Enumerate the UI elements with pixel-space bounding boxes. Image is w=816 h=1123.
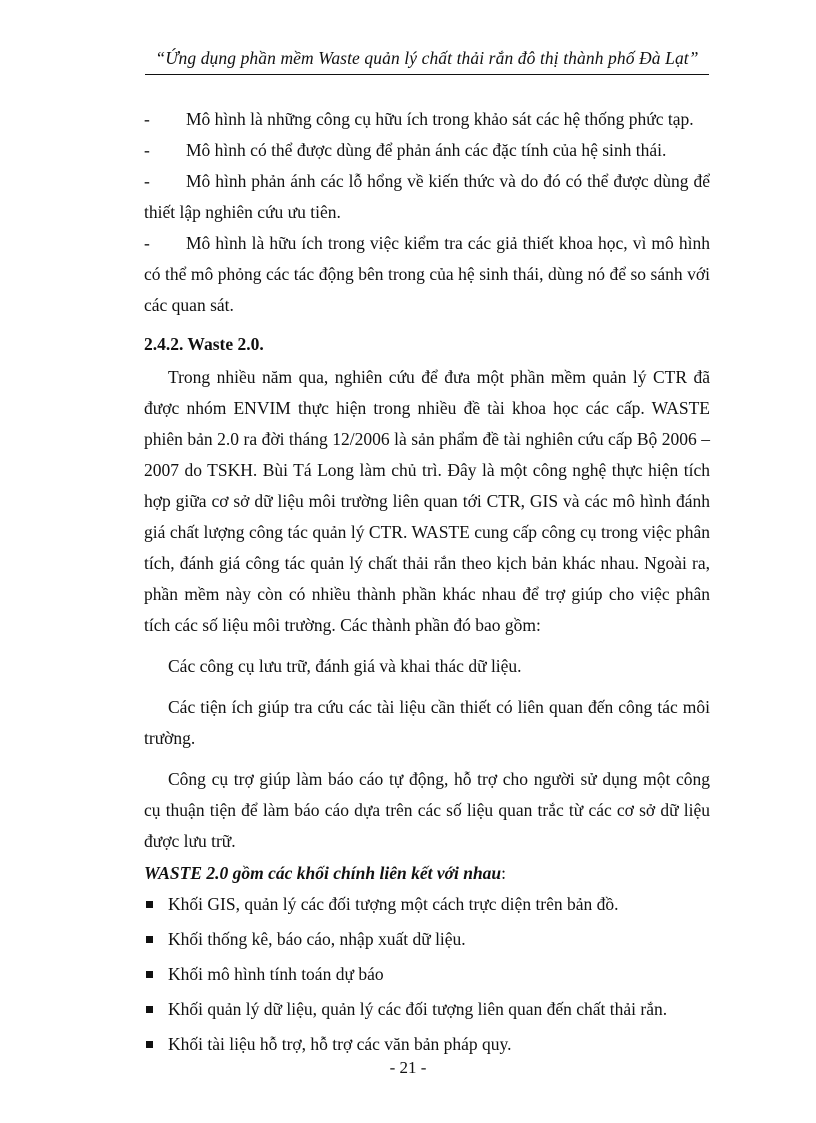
section-intro-paragraph: Trong nhiều năm qua, nghiên cứu để đưa một phần mềm quản lý CTR đã được nhóm ENVIM thực hiện trong nhiều đề tài khoa học các cấp. WASTE phiên bản 2.0 ra đời tháng 12/2006 là sản phẩm đề tài nghiên cứu cấp Bộ 2006 – 2007 do TSKH. Bùi Tá Long làm chủ trì. Đây là một công nghệ thực hiện tích hợp giữa cơ sở dữ liệu môi trường liên quan tới CTR, GIS và các mô hình đánh giá chất lượng công tác quản lý CTR. WASTE cung cấp công cụ trong việc phân tích, đánh giá công tác quản lý chất thải rắn theo kịch bản khác nhau. Ngoài ra, phần mềm này còn có nhiều thành phần khác nhau để trợ giúp cho việc phân tích các số liệu môi trường. Các thành phần đó bao gồm: — [144, 367, 710, 635]
square-bullet-icon — [146, 1006, 153, 1013]
header-rule — [145, 74, 709, 75]
blocks-heading-text: WASTE 2.0 gồm các khối chính liên kết với nhau — [144, 863, 502, 883]
blocks-heading-colon: : — [501, 863, 507, 883]
page-content — [144, 104, 710, 1064]
square-bullet-icon — [146, 936, 153, 943]
dash-item — [144, 104, 710, 135]
list-item — [144, 959, 710, 990]
list-item-text: Khối GIS, quản lý các đối tượng một cách trực diện trên bản đồ. — [168, 894, 619, 914]
square-bullet-icon — [146, 901, 153, 908]
component-paragraph: Các công cụ lưu trữ, đánh giá và khai thác dữ liệu. — [168, 656, 522, 676]
blocks-list — [144, 889, 710, 1060]
dash-item-text: Mô hình là những công cụ hữu ích trong khảo sát các hệ thống phức tạp. — [186, 109, 694, 129]
dash-marker: - — [144, 109, 150, 129]
list-item — [144, 924, 710, 955]
page-header-title: “Ứng dụng phần mềm Waste quản lý chất thải rắn đô thị thành phố Đà Lạt” — [155, 48, 699, 68]
blocks-heading — [144, 858, 710, 889]
section-heading: 2.4.2. Waste 2.0. — [144, 334, 264, 354]
list-item-text: Khối tài liệu hỗ trợ, hỗ trợ các văn bản pháp quy. — [168, 1034, 512, 1054]
list-item — [144, 889, 710, 920]
dash-item — [144, 228, 710, 321]
list-item — [144, 1029, 710, 1060]
list-item-text: Khối thống kê, báo cáo, nhập xuất dữ liệu. — [168, 929, 466, 949]
dash-marker: - — [144, 140, 150, 160]
dash-item-text: Mô hình phản ánh các lỗ hổng về kiến thức và do đó có thể được dùng để thiết lập nghiên cứu ưu tiên. — [144, 171, 710, 222]
component-paragraph: Các tiện ích giúp tra cứu các tài liệu cần thiết có liên quan đến công tác môi trường. — [144, 697, 710, 748]
list-item-text: Khối mô hình tính toán dự báo — [168, 964, 384, 984]
component-paragraph: Công cụ trợ giúp làm báo cáo tự động, hỗ trợ cho người sử dụng một công cụ thuận tiện để làm báo cáo dựa trên các số liệu quan trắc từ các cơ sở dữ liệu được lưu trữ. — [144, 769, 710, 851]
dash-item-text: Mô hình là hữu ích trong việc kiểm tra các giả thiết khoa học, vì mô hình có thể mô phỏng các tác động bên trong của hệ sinh thái, dùng nó để so sánh với các quan sát. — [144, 233, 710, 315]
square-bullet-icon — [146, 1041, 153, 1048]
dash-item — [144, 166, 710, 228]
page-number: - 21 - — [389, 1058, 427, 1077]
dash-item-text: Mô hình có thể được dùng để phản ánh các đặc tính của hệ sinh thái. — [186, 140, 667, 160]
dash-marker: - — [144, 233, 150, 253]
square-bullet-icon — [146, 971, 153, 978]
list-item-text: Khối quản lý dữ liệu, quản lý các đối tượng liên quan đến chất thải rắn. — [168, 999, 668, 1019]
dash-marker: - — [144, 171, 150, 191]
dash-item — [144, 135, 710, 166]
list-item — [144, 994, 710, 1025]
